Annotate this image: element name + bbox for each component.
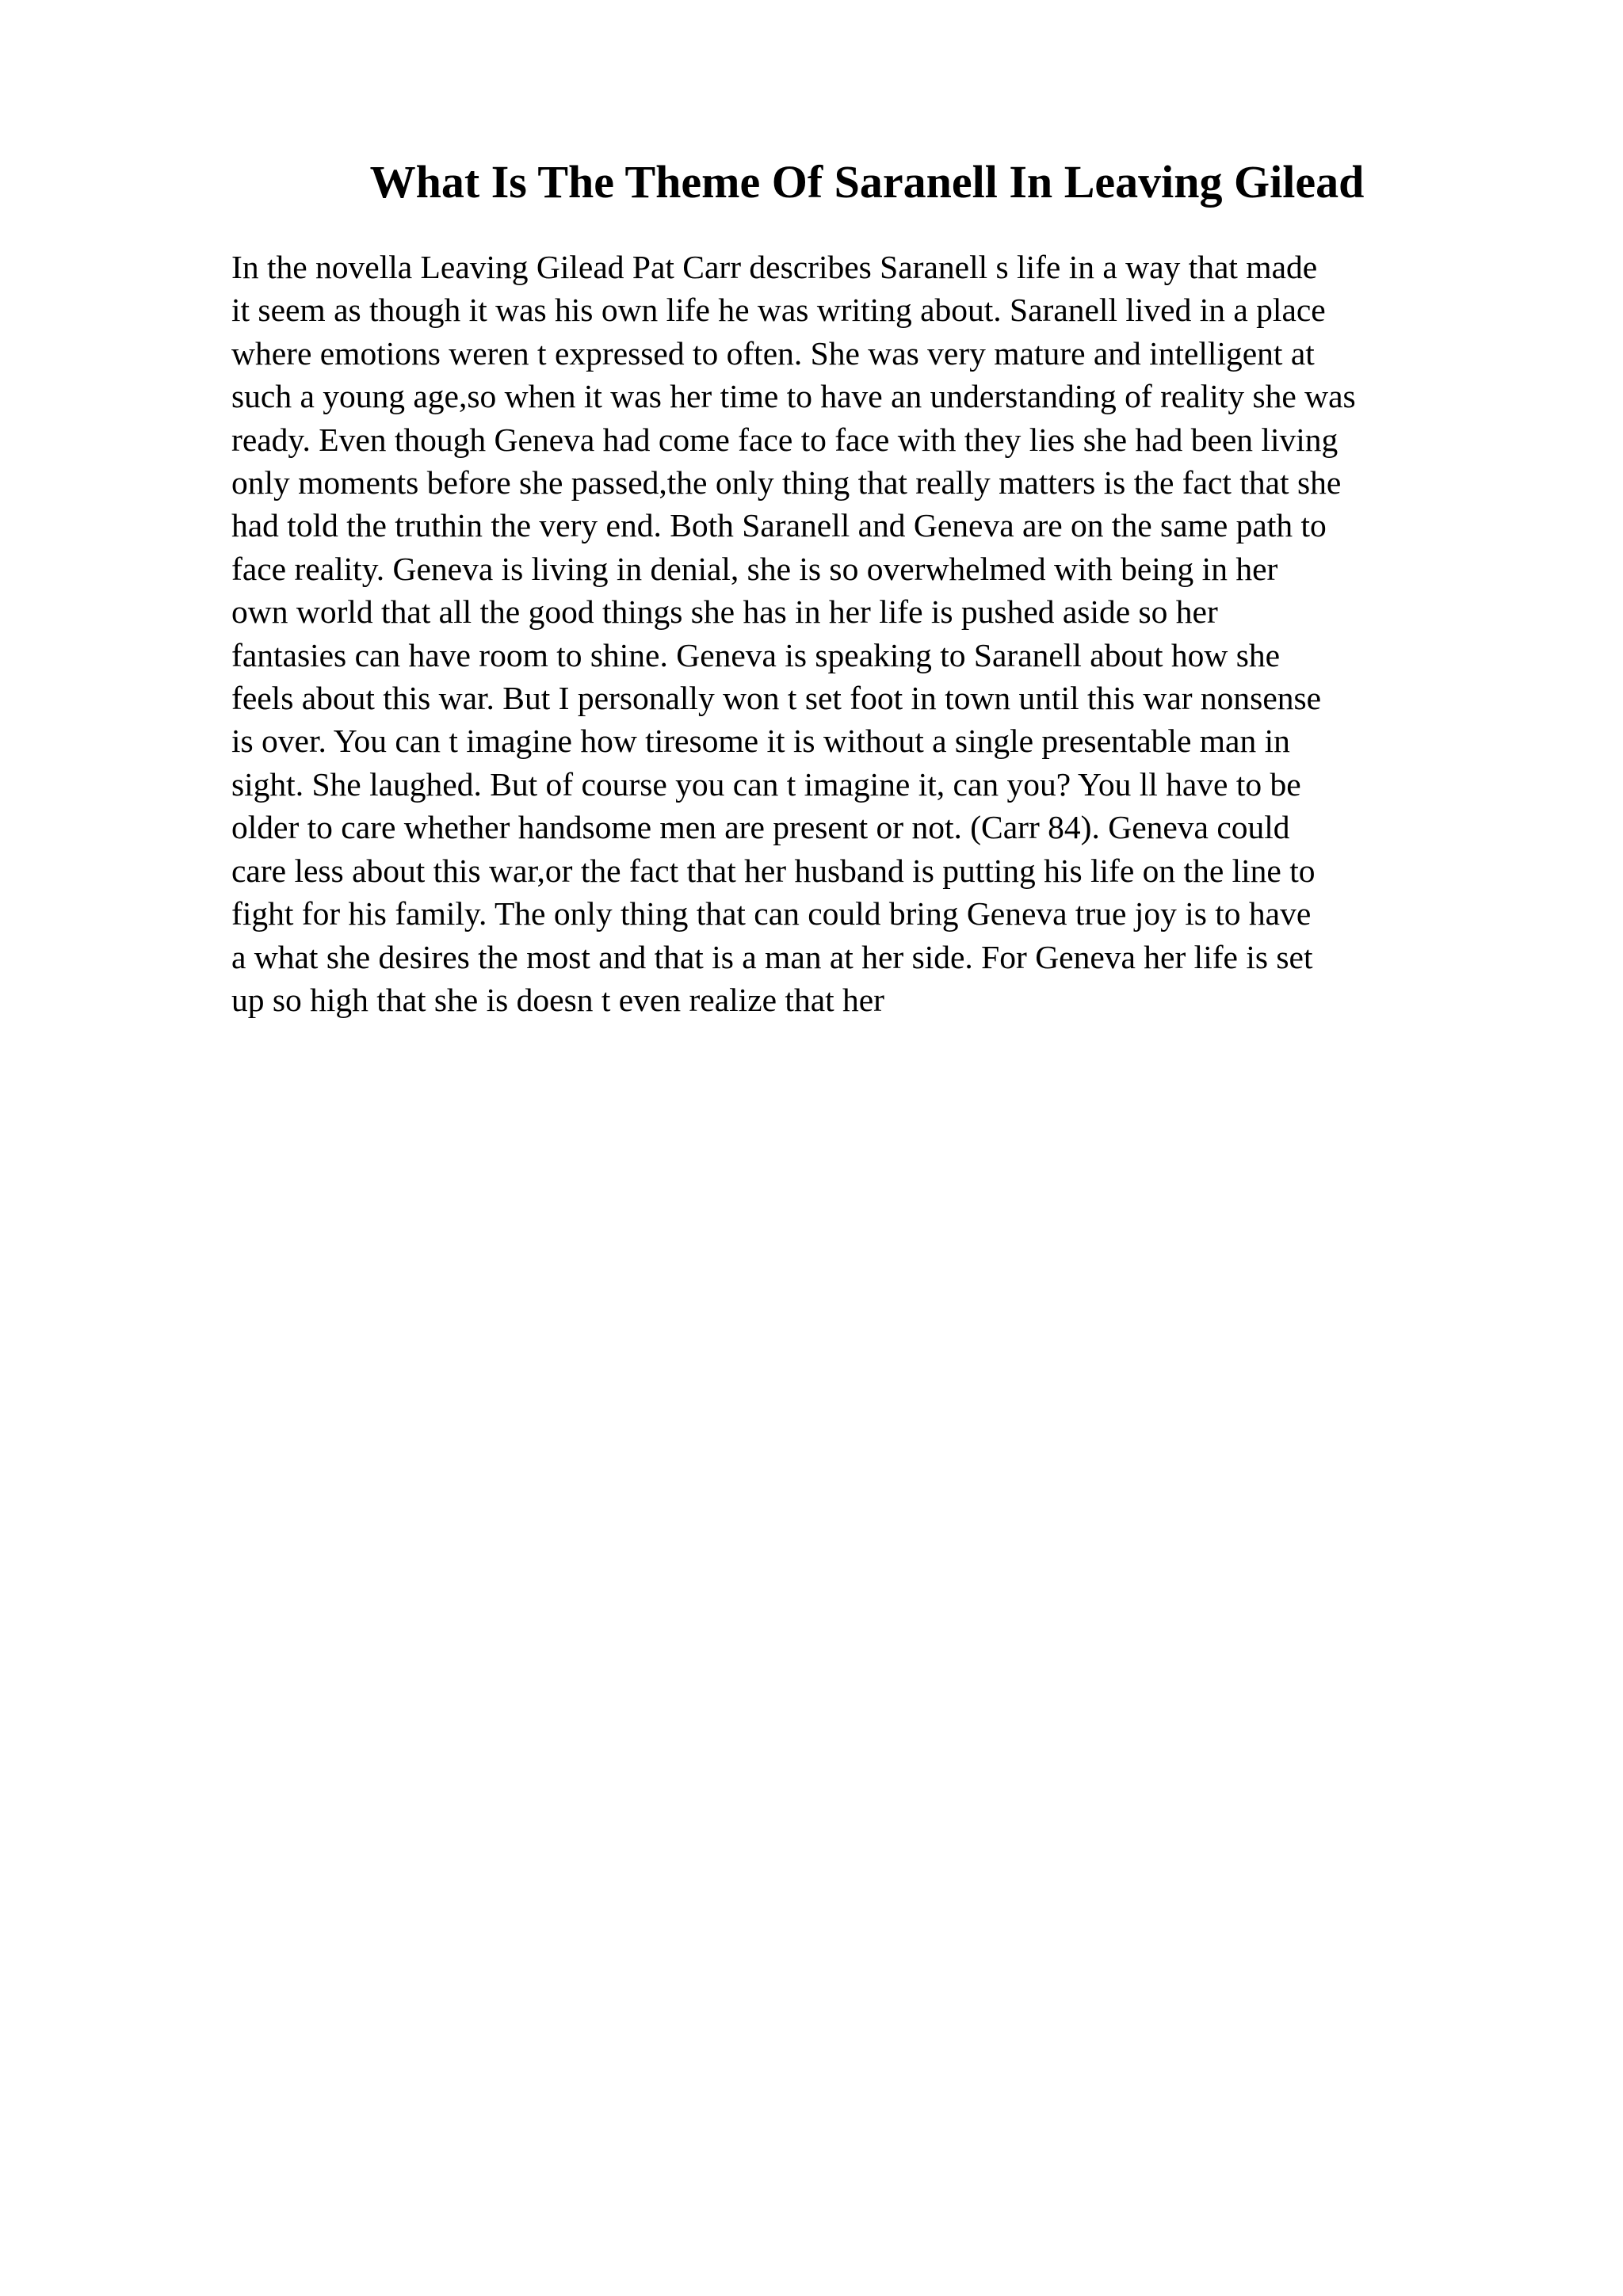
body-line: is over. You can t imagine how tiresome it is without a single presentable man in xyxy=(231,723,1290,760)
body-line: In the novella Leaving Gilead Pat Carr describes Saranell s life in a way that made xyxy=(231,249,1318,285)
document-body xyxy=(231,246,1579,1021)
body-line: face reality. Geneva is living in denial, she is so overwhelmed with being in her xyxy=(231,550,1278,587)
body-line: sight. She laughed. But of course you can t imagine it, can you? You ll have to be xyxy=(231,765,1301,803)
body-line: fight for his family. The only thing that can could bring Geneva true joy is to have xyxy=(231,895,1312,933)
body-line: older to care whether handsome men are present or not. (Carr 84). Geneva could xyxy=(231,809,1290,846)
body-line: such a young age,so when it was her time to have an understanding of reality she was xyxy=(231,378,1356,415)
body-line: fantasies can have room to shine. Geneva is speaking to Saranell about how she xyxy=(231,636,1281,673)
body-line: care less about this war,or the fact that her husband is putting his life on the line to xyxy=(231,852,1316,889)
document-title xyxy=(0,151,1623,214)
body-line: where emotions weren t expressed to often. She was very mature and intelligent at xyxy=(231,334,1315,372)
document-title-text: What Is The Theme Of Saranell In Leaving Gilead xyxy=(369,156,1365,208)
body-line: ready. Even though Geneva had come face to face with they lies she had been living xyxy=(231,421,1338,458)
body-line: only moments before she passed,the only thing that really matters is the fact that she xyxy=(231,464,1342,502)
body-line: it seem as though it was his own life he was writing about. Saranell lived in a place xyxy=(231,292,1326,329)
body-line: feels about this war. But I personally won t set foot in town until this war nonsense xyxy=(231,680,1322,717)
body-line: own world that all the good things she has in her life is pushed aside so her xyxy=(231,593,1218,631)
body-line: had told the truthin the very end. Both Saranell and Geneva are on the same path to xyxy=(231,507,1327,544)
body-line: up so high that she is doesn t even realize that her xyxy=(231,981,885,1018)
body-line: a what she desires the most and that is a man at her side. For Geneva her life is set xyxy=(231,938,1313,975)
